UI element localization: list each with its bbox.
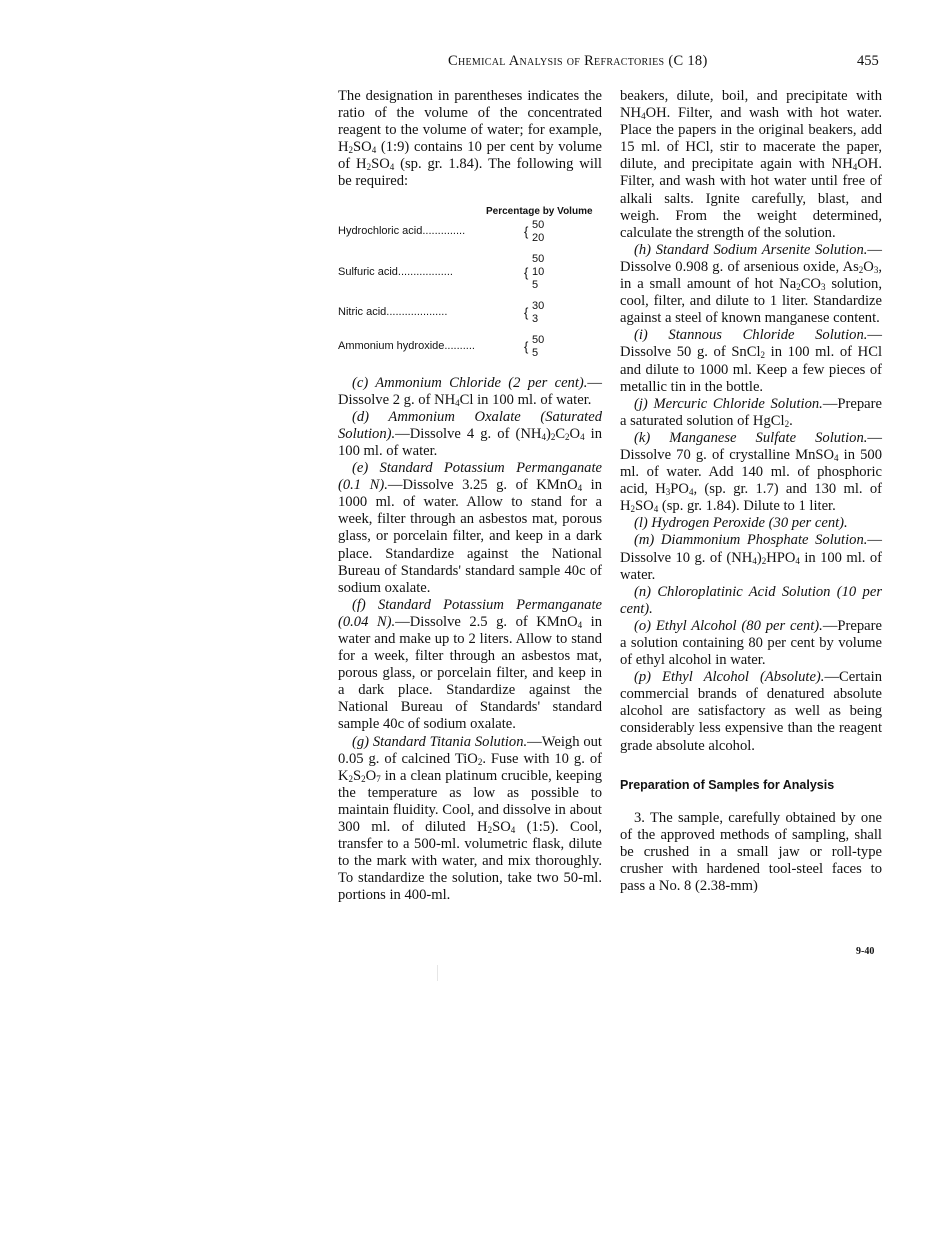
intro-paragraph: The designation in parentheses indicates the ratio of the volume of the concentrated reagent to the volume of water; for example, $H_2SO_4$ (1:9) contains 10 per cent by volume of $H_2SO_4$ (sp. gr. 1.84). The following will be required: — [338, 88, 602, 190]
reagent-c: (c) Ammonium Chloride (2 per cent).—Dissolve 2 g. of $NH_4Cl$ in 100 ml. of water. — [338, 374, 602, 408]
reagent-g-continued: beakers, dilute, boil, and precipitate with $NH_4OH$. Filter, and wash with hot water. Place the papers in the original beakers, add 15 ml. of HCl, stir to macerate the paper, dilute, and precipitate again with $NH_4OH$. Filter, and wash with hot water until free of alkali salts. Ignite carefully, blast, and weigh. From the weight determined, calculate the strength of the solution. — [620, 88, 882, 241]
row-label: Hydrochloric acid.............. — [338, 225, 466, 238]
row-label: Sulfuric acid.................. — [338, 265, 453, 278]
table-row — [338, 253, 602, 292]
table-cell: 50 — [532, 252, 545, 265]
reagent-m: (m) Diammonium Phosphate Solution.—Dissolve 10 g. of $(NH_4)_2HPO_4$ in 100 ml. of water. — [620, 532, 882, 583]
section-heading: Preparation of Samples for Analysis — [620, 777, 835, 792]
table-cell: 20 — [532, 231, 545, 244]
running-title: Chemical Analysis of Refractories (C 18) — [448, 53, 708, 69]
reagent-g: (g) Standard Titania Solution.—Weigh out 0.05 g. of calcined TiO$_2$. Fuse with 10 g. of $K_2S_2O_7$ in a clean platinum crucible, keeping the temperature as low as possible to maintain fluidity. Cool, and dissolve in about 300 ml. of diluted $H_2SO_4$ (1:5). Cool, transfer to a 500-ml. volumetric flask, dilute to the mark with water, and mix thoroughly. To standardize the solution, take two 50-ml. portions in 400-ml. — [338, 733, 602, 904]
reagent-j: (j) Mercuric Chloride Solution.—Prepare a saturated solution of HgCl$_2$. — [620, 395, 882, 429]
reagent-i: (i) Stannous Chloride Solution.—Dissolve 50 g. of SnCl$_2$ in 100 ml. of HCl and dilute to 1000 ml. Keep a few pieces of metallic tin in the bottle. — [620, 327, 882, 395]
reagent-p: (p) Ethyl Alcohol (Absolute).—Certain commercial brands of denatured absolute alcohol are satisfactory as well as being considerably less expensive than the reagent grade absolute alcohol. — [620, 669, 882, 754]
right-column — [620, 88, 882, 895]
table-cell: 5 — [532, 278, 539, 291]
row-label: Nitric acid.................... — [338, 306, 448, 319]
table-row — [338, 219, 602, 245]
reagent-d: (d) Ammonium Oxalate (Saturated Solution).—Dissolve 4 g. of $(NH_4)_2C_2O_4$ in 100 ml. of water. — [338, 408, 603, 459]
section-3-paragraph: 3. The sample, carefully obtained by one of the approved methods of sampling, shall be crushed in a small jaw or roll-type crusher with hardened tool-steel faces to pass a No. 8 (2.38-mm) — [620, 809, 882, 895]
brace-icon: { — [524, 224, 529, 240]
brace-icon: { — [524, 305, 529, 321]
page-number: 455 — [857, 53, 879, 69]
reagent-f: (f) Standard Potassium Permanganate (0.04 N).—Dissolve 2.5 g. of KMnO$_4$ in water and make up to 2 liters. Allow to stand for a week, filter through an asbestos mat, porous glass, or porcelain filter, and keep in a dark place. Standardize against the National Bureau of Standards' standard sample 40c of sodium oxalate. — [338, 596, 602, 733]
reagent-o: (o) Ethyl Alcohol (80 per cent).—Prepare a solution containing 80 per cent by volume of ethyl alcohol in water. — [620, 617, 882, 669]
reagent-k: (k) Manganese Sulfate Solution.—Dissolve 70 g. of crystalline MnSO$_4$ in 500 ml. of water. Add 140 ml. of phosphoric acid, $H_3PO_4$, (sp. gr. 1.7) and 130 ml. of $H_2SO_4$ (sp. gr. 1.84). Dilute to 1 liter. — [620, 429, 882, 515]
page-code: 9-40 — [856, 946, 875, 957]
left-column — [338, 88, 602, 904]
table-row — [338, 300, 602, 326]
scan-mark — [437, 965, 438, 981]
reagent-e: (e) Standard Potassium Permanganate (0.1 N).—Dissolve 3.25 g. of KMnO$_4$ in 1000 ml. of water. Allow to stand for a week, filter through an asbestos mat, porous glass, or porcelain filter, and keep in a dark place. Standardize against the National Bureau of Standards' standard sample 40c of sodium oxalate. — [338, 460, 602, 596]
table-cell: 10 — [532, 265, 545, 278]
row-label: Ammonium hydroxide.......... — [338, 340, 475, 353]
table-header: Percentage by Volume — [486, 205, 593, 217]
reagent-n: (n) Chloroplatinic Acid Solution (10 per cent). — [620, 583, 882, 617]
table-cell: 50 — [532, 333, 545, 346]
reagent-h: (h) Standard Sodium Arsenite Solution.—Dissolve 0.908 g. of arsenious oxide, $As_2O_3$, in a small amount of hot $Na_2CO_3$ solution, cool, filter, and dilute to 1 liter. Standardize against a steel of known manganese content. — [620, 241, 883, 327]
table-cell: 3 — [532, 312, 539, 325]
table-cell: 50 — [532, 218, 545, 231]
table-cell: 30 — [532, 299, 545, 312]
brace-icon: { — [524, 264, 529, 280]
table-cell: 5 — [532, 346, 539, 359]
reagent-table — [338, 205, 602, 360]
brace-icon: { — [524, 339, 529, 355]
reagent-l: (l) Hydrogen Peroxide (30 per cent). — [634, 515, 848, 532]
table-row — [338, 334, 602, 360]
